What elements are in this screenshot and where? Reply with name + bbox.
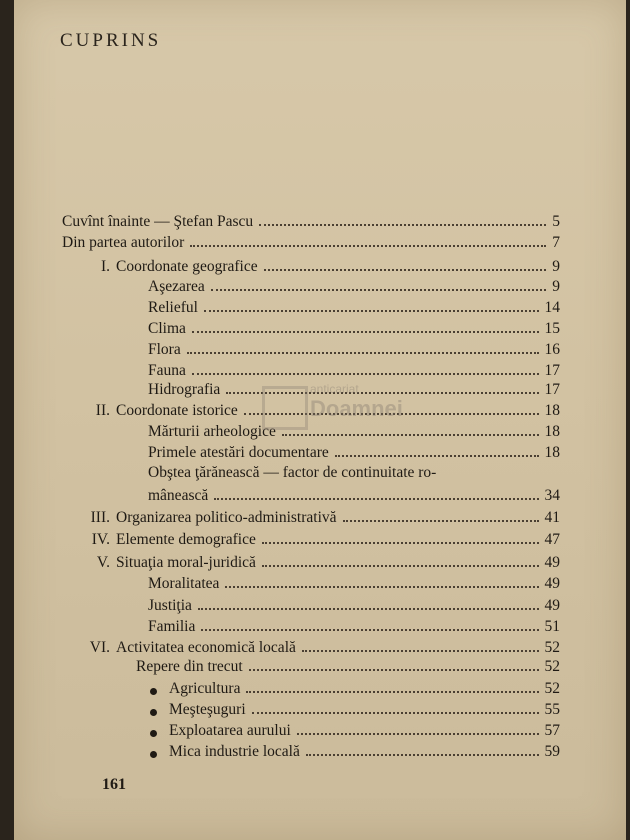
toc-entry-title: Organizarea politico-administrativă bbox=[116, 509, 337, 526]
toc-entry bbox=[148, 298, 560, 318]
toc-entry-title: Moralitatea bbox=[148, 575, 220, 592]
page-number: 161 bbox=[102, 776, 126, 793]
toc-entry-title: Fauna bbox=[148, 362, 186, 379]
toc-entry-title: Aşezarea bbox=[148, 278, 205, 295]
toc-entry-title: Primele atestări documentare bbox=[148, 444, 329, 461]
toc-entry bbox=[62, 212, 560, 232]
page-title: CUPRINS bbox=[60, 30, 162, 51]
toc-entry bbox=[148, 340, 560, 360]
toc-entry-page: 17 bbox=[544, 362, 560, 379]
toc-entry-title: Mărturii arheologice bbox=[148, 423, 276, 440]
dot-leader bbox=[192, 373, 539, 375]
dot-leader bbox=[187, 352, 539, 354]
toc-entry-title: Familia bbox=[148, 618, 196, 635]
bullet-icon bbox=[150, 709, 157, 716]
toc-entry-number: II. bbox=[95, 402, 110, 419]
dot-leader bbox=[225, 586, 538, 588]
toc-entry-page: 15 bbox=[544, 320, 560, 337]
toc-entry bbox=[148, 574, 560, 594]
dot-leader bbox=[192, 331, 539, 333]
toc-entry-page: 52 bbox=[544, 680, 560, 697]
toc-entry-title: Coordonate istorice bbox=[116, 402, 238, 419]
toc-entry-title: Din partea autorilor bbox=[62, 234, 185, 251]
bullet-icon bbox=[150, 751, 157, 758]
toc-entry bbox=[78, 553, 560, 573]
toc-entry-title: Flora bbox=[148, 341, 181, 358]
toc-entry-page: 49 bbox=[544, 597, 560, 614]
dot-leader bbox=[297, 733, 539, 735]
dot-leader bbox=[246, 691, 538, 693]
toc-entry-number: IV. bbox=[91, 531, 110, 548]
watermark-small-text: anticariat bbox=[310, 382, 359, 396]
toc-entry-title: Exploatarea aurului bbox=[169, 722, 291, 739]
dot-leader bbox=[343, 520, 539, 522]
dot-leader bbox=[262, 565, 539, 567]
dot-leader bbox=[204, 310, 539, 312]
toc-entry-page: 14 bbox=[544, 299, 560, 316]
dot-leader bbox=[259, 224, 546, 226]
toc-entry-page: 5 bbox=[552, 213, 560, 230]
dot-leader bbox=[262, 542, 539, 544]
toc-entry-page: 18 bbox=[544, 402, 560, 419]
toc-entry-title: Agricultura bbox=[169, 680, 241, 697]
dot-leader bbox=[249, 669, 539, 671]
dot-leader bbox=[211, 289, 546, 291]
watermark-logo bbox=[262, 382, 412, 432]
toc-entry-title: Elemente demografice bbox=[116, 531, 256, 548]
toc-entry-page: 59 bbox=[544, 743, 560, 760]
toc-entry-title: Relieful bbox=[148, 299, 198, 316]
toc-entry bbox=[148, 361, 560, 381]
toc-entry bbox=[148, 277, 560, 297]
dot-leader bbox=[282, 434, 539, 436]
toc-entry-page: 7 bbox=[552, 234, 560, 251]
toc-entry-number: V. bbox=[96, 554, 110, 571]
toc-entry-page: 55 bbox=[544, 701, 560, 718]
toc-entry-title: Situaţia moral-juridică bbox=[116, 554, 256, 571]
dot-leader bbox=[302, 650, 539, 652]
toc-entry-number: VI. bbox=[89, 639, 110, 656]
toc-entry-title: Justiţia bbox=[148, 597, 192, 614]
toc-entry bbox=[148, 319, 560, 339]
dot-leader bbox=[190, 245, 546, 247]
toc-entry-title: Clima bbox=[148, 320, 186, 337]
toc-entry bbox=[72, 530, 560, 550]
toc-entry bbox=[150, 721, 560, 741]
toc-entry bbox=[80, 257, 560, 277]
book-page bbox=[14, 0, 626, 840]
toc-entry bbox=[148, 486, 560, 506]
toc-entry-title: Mica industrie locală bbox=[169, 743, 300, 760]
bullet-icon bbox=[150, 730, 157, 737]
toc-entry-page: 41 bbox=[544, 509, 560, 526]
toc-entry-page: 49 bbox=[544, 554, 560, 571]
dot-leader bbox=[335, 455, 539, 457]
toc-entry-page: 51 bbox=[544, 618, 560, 635]
toc-entry-number: I. bbox=[100, 258, 110, 275]
toc-entry-page: 9 bbox=[552, 258, 560, 275]
toc-entry bbox=[148, 617, 560, 637]
watermark-big-text: Doamnei bbox=[310, 396, 403, 421]
toc-entry bbox=[72, 508, 560, 528]
toc-entry bbox=[148, 463, 560, 483]
toc-entry bbox=[150, 679, 560, 699]
toc-entry-page: 49 bbox=[544, 575, 560, 592]
toc-entry bbox=[62, 233, 560, 253]
toc-entry-title: Activitatea economică locală bbox=[116, 639, 296, 656]
toc-entry-page: 52 bbox=[544, 639, 560, 656]
toc-entry-page: 17 bbox=[544, 381, 560, 398]
toc-entry-title: Obştea ţărănească — factor de continuitate ro- bbox=[148, 464, 437, 481]
dot-leader bbox=[214, 498, 538, 500]
toc-entry-page: 9 bbox=[552, 278, 560, 295]
toc-entry bbox=[148, 596, 560, 616]
dot-leader bbox=[198, 608, 539, 610]
toc-entry-page: 18 bbox=[544, 444, 560, 461]
dot-leader bbox=[306, 754, 539, 756]
toc-entry-page: 57 bbox=[544, 722, 560, 739]
toc-entry bbox=[148, 443, 560, 463]
dot-leader bbox=[252, 712, 539, 714]
toc-entry-title: Meşteşuguri bbox=[169, 701, 246, 718]
toc-entry-page: 34 bbox=[544, 487, 560, 504]
toc-entry-title: Coordonate geografice bbox=[116, 258, 258, 275]
toc-entry-title: Cuvînt înainte — Ştefan Pascu bbox=[62, 213, 254, 230]
bullet-icon bbox=[150, 688, 157, 695]
toc-entry-page: 47 bbox=[544, 531, 560, 548]
toc-entry bbox=[150, 742, 560, 762]
toc-entry bbox=[136, 657, 560, 677]
toc-entry-title: Repere din trecut bbox=[136, 658, 243, 675]
dot-leader bbox=[201, 629, 538, 631]
dot-leader bbox=[264, 269, 547, 271]
toc-entry-page: 52 bbox=[544, 658, 560, 675]
toc-entry-title: mânească bbox=[148, 487, 209, 504]
toc-entry-page: 18 bbox=[544, 423, 560, 440]
toc-entry bbox=[74, 638, 560, 658]
toc-entry-number: III. bbox=[90, 509, 110, 526]
toc-entry-title: Hidrografia bbox=[148, 381, 221, 398]
toc-entry bbox=[150, 700, 560, 720]
toc-entry-page: 16 bbox=[544, 341, 560, 358]
